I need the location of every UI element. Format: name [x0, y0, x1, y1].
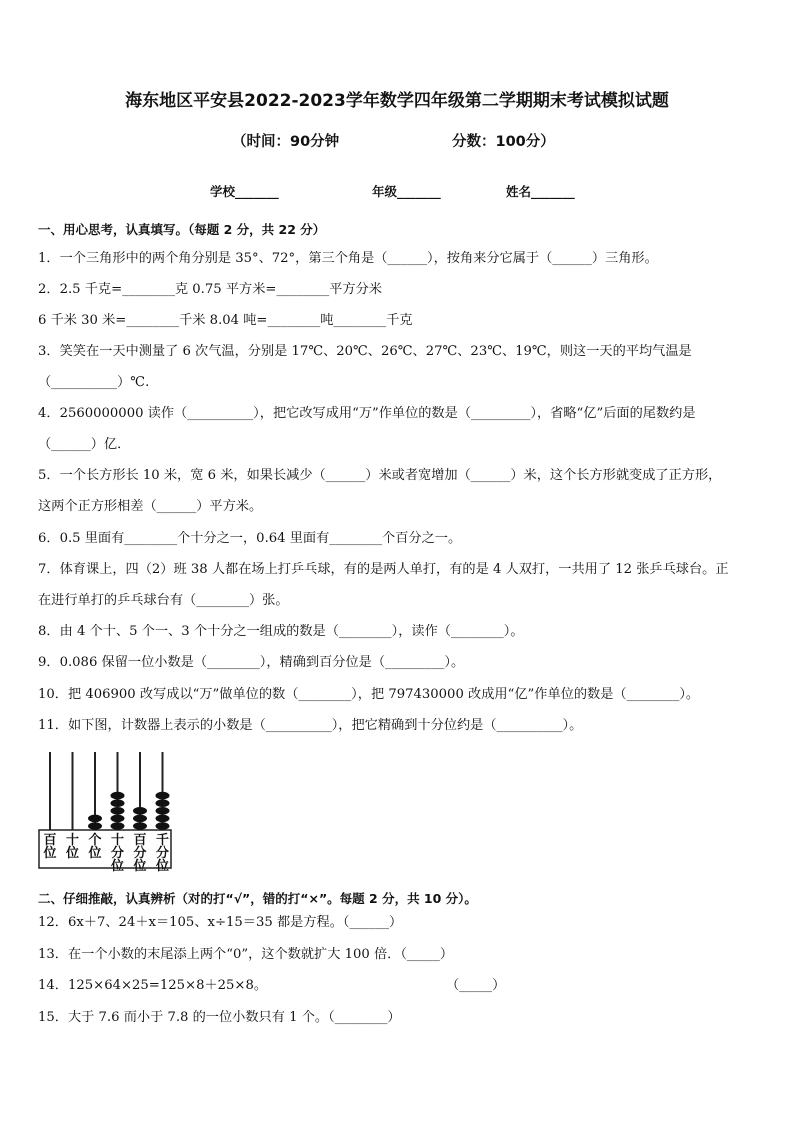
- question-3-line-2: （__________）℃.: [38, 375, 150, 390]
- abacus-bead: [133, 807, 147, 815]
- abacus-place-label: 分: [110, 846, 125, 861]
- question-4-line-1: 4．2560000000 读作（__________），把它改写成用“万”作单位的数是（_________），省略“亿”后面的尾数约是: [38, 406, 696, 421]
- question-5-line-1: 5．一个长方形长 10 米，宽 6 米，如果长减少（______）米或者宽增加（______）米，这个长方形就变成了正方形，: [38, 468, 722, 483]
- abacus-place-label: 个: [88, 833, 102, 848]
- counting-frame-drawing: [38, 752, 178, 878]
- question-13: 13．在一个小数的末尾添上两个“0”，这个数就扩大 100 倍．（_____）: [38, 947, 454, 962]
- abacus-bead: [156, 822, 170, 830]
- abacus-bead: [88, 822, 102, 830]
- question-8: 8．由 4 个十、5 个一、3 个十分之一组成的数是（________），读作（________）。: [38, 624, 524, 639]
- counting-frame-base: [39, 830, 171, 868]
- abacus-bead: [133, 815, 147, 823]
- abacus-bead: [156, 792, 170, 800]
- abacus-bead: [88, 815, 102, 823]
- question-15: 15．大于 7.6 而小于 7.8 的一位小数只有 1 个。（________）: [38, 1010, 401, 1025]
- question-3-line-1: 3．笑笑在一天中测量了 6 次气温，分别是 17℃、20℃、26℃、27℃、23℃、19℃，则这一天的平均气温是: [38, 344, 692, 359]
- question-11: 11．如下图，计数器上表示的小数是（__________），把它精确到十分位约是（__________）。: [38, 718, 583, 733]
- question-14-answer: （_____）: [446, 978, 506, 993]
- question-5-line-2: 这两个正方形相差（______）平方米。: [38, 499, 263, 514]
- section-2-heading: 二、仔细推敲，认真辨析（对的打“√”，错的打“×”。每题 2 分，共 10 分）。: [38, 891, 477, 906]
- question-6: 6．0.5 里面有________个十分之一，0.64 里面有________个百分之一。: [38, 531, 462, 546]
- abacus-place-label: 分: [133, 846, 147, 861]
- exam-title: 海东地区平安县2022-2023学年数学四年级第二学期期末考试模拟试题: [125, 91, 669, 111]
- abacus-bead: [156, 807, 170, 815]
- question-2-line-2: 6 千米 30 米=________千米 8.04 吨=________吨________千克: [38, 313, 413, 328]
- abacus-bead: [111, 799, 125, 807]
- abacus-place-label: 位: [65, 846, 80, 861]
- school-field: 学校_______: [210, 184, 279, 199]
- abacus-place-label: 位: [133, 859, 147, 874]
- exam-time: （时间：90分钟: [232, 134, 340, 150]
- abacus-bead: [111, 815, 125, 823]
- question-1: 1．一个三角形中的两个角分别是 35°、72°，第三个角是（______），按角来分它属于（______）三角形。: [38, 251, 658, 266]
- abacus-place-label: 位: [43, 846, 57, 861]
- name-field: 姓名_______: [506, 184, 575, 199]
- abacus-place-label: 十: [110, 833, 125, 848]
- abacus-place-label: 百: [43, 833, 57, 848]
- question-7-line-2: 在进行单打的乒乓球台有（________）张。: [38, 593, 289, 608]
- abacus-place-label: 位: [88, 846, 102, 861]
- question-9: 9．0.086 保留一位小数是（________），精确到百分位是（_________）。: [38, 655, 465, 670]
- abacus-place-label: 千: [155, 833, 170, 848]
- abacus-place-label: 十: [65, 833, 80, 848]
- question-10: 10．把 406900 改写成以“万”做单位的数（________），把 797430000 改成用“亿”作单位的数是（________）。: [38, 687, 700, 702]
- abacus-bead: [133, 822, 147, 830]
- question-4-line-2: （______）亿．: [38, 437, 131, 452]
- abacus-bead: [111, 792, 125, 800]
- abacus-place-label: 位: [110, 859, 125, 874]
- question-14: 14．125×64×25=125×8＋25×8。: [38, 978, 268, 993]
- counting-frame: [38, 752, 178, 878]
- question-12: 12．6x＋7、24＋x＝105、x÷15＝35 都是方程。（______）: [38, 915, 403, 930]
- abacus-place-label: 位: [155, 859, 170, 874]
- abacus-bead: [156, 815, 170, 823]
- abacus-bead: [111, 822, 125, 830]
- abacus-bead: [111, 807, 125, 815]
- exam-score: 分数：100分）: [452, 134, 555, 150]
- abacus-place-label: 分: [155, 846, 170, 861]
- question-7-line-1: 7．体育课上，四（2）班 38 人都在场上打乒乓球，有的是两人单打，有的是 4 人双打，一共用了 12 张乒乓球台。正: [38, 562, 729, 577]
- question-2-line-1: 2．2.5 千克=________克 0.75 平方米=________平方分米: [38, 282, 382, 297]
- abacus-bead: [156, 799, 170, 807]
- grade-field: 年级_______: [372, 184, 441, 199]
- section-1-heading: 一、用心思考，认真填写。（每题 2 分，共 22 分）: [38, 222, 326, 237]
- abacus-place-label: 百: [133, 833, 147, 848]
